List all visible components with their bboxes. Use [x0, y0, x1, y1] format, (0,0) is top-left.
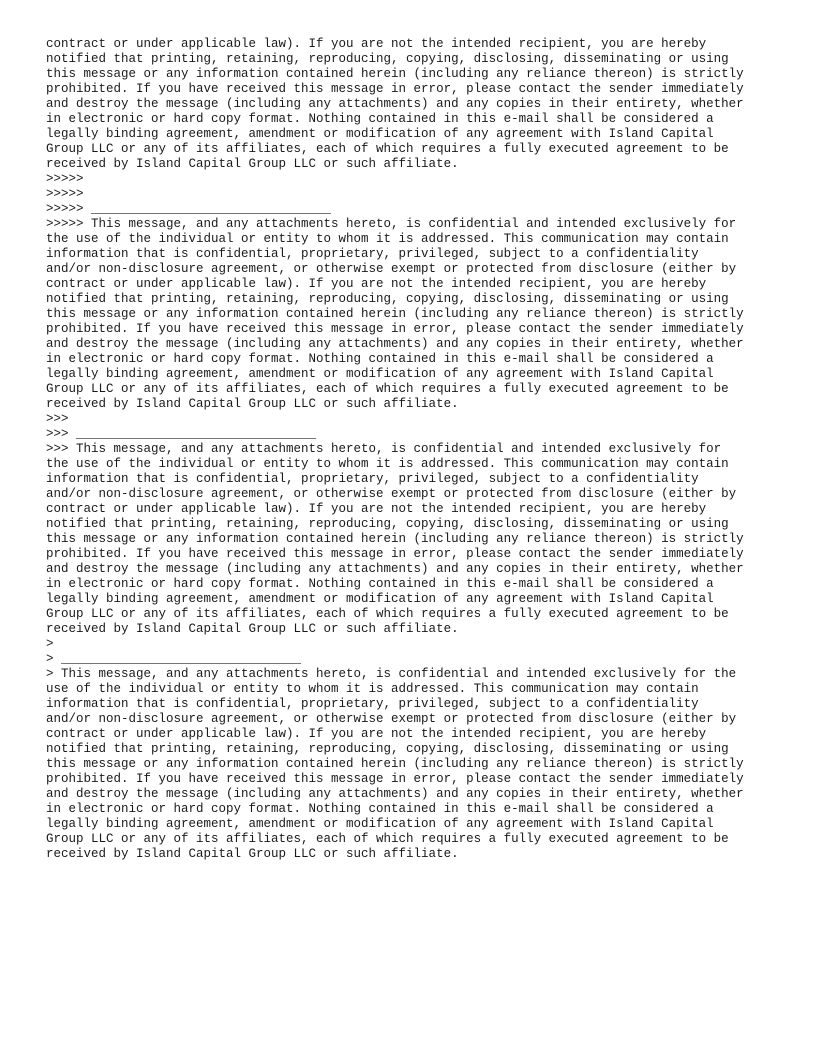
text-line: Group LLC or any of its affiliates, each of which requires a fully executed agreement to be	[46, 607, 729, 621]
text-line: information that is confidential, proprietary, privileged, subject to a confidentiality	[46, 697, 699, 711]
text-line: and destroy the message (including any attachments) and any copies in their entirety, whether	[46, 787, 744, 801]
text-line: the use of the individual or entity to whom it is addressed. This communication may contain	[46, 457, 729, 471]
text-line: >>>	[46, 412, 69, 426]
text-line: legally binding agreement, amendment or modification of any agreement with Island Capital	[46, 127, 714, 141]
text-line: contract or under applicable law). If you are not the intended recipient, you are hereby	[46, 727, 707, 741]
text-line: Group LLC or any of its affiliates, each of which requires a fully executed agreement to be	[46, 142, 729, 156]
text-line: in electronic or hard copy format. Nothing contained in this e-mail shall be considered a	[46, 352, 714, 366]
text-line: information that is confidential, proprietary, privileged, subject to a confidentiality	[46, 247, 699, 261]
text-line: in electronic or hard copy format. Nothing contained in this e-mail shall be considered a	[46, 112, 714, 126]
text-line: and/or non-disclosure agreement, or otherwise exempt or protected from disclosure (either by	[46, 262, 737, 276]
text-line: this message or any information contained herein (including any reliance thereon) is strictly	[46, 67, 744, 81]
text-line: > ________________________________	[46, 652, 302, 666]
text-line: in electronic or hard copy format. Nothing contained in this e-mail shall be considered a	[46, 577, 714, 591]
text-line: notified that printing, retaining, reproducing, copying, disclosing, disseminating or using	[46, 52, 729, 66]
text-line: this message or any information contained herein (including any reliance thereon) is strictly	[46, 757, 744, 771]
text-line: received by Island Capital Group LLC or such affiliate.	[46, 622, 459, 636]
text-line: notified that printing, retaining, reproducing, copying, disclosing, disseminating or using	[46, 517, 729, 531]
text-line: legally binding agreement, amendment or modification of any agreement with Island Capital	[46, 367, 714, 381]
text-line: the use of the individual or entity to whom it is addressed. This communication may contain	[46, 232, 729, 246]
text-line: >>> ________________________________	[46, 427, 317, 441]
text-line: >>>>> ________________________________	[46, 202, 332, 216]
text-line: contract or under applicable law). If you are not the intended recipient, you are hereby	[46, 502, 707, 516]
document-page	[46, 37, 786, 862]
text-line: this message or any information contained herein (including any reliance thereon) is strictly	[46, 307, 744, 321]
text-line: contract or under applicable law). If you are not the intended recipient, you are hereby	[46, 37, 707, 51]
text-line: contract or under applicable law). If you are not the intended recipient, you are hereby	[46, 277, 707, 291]
text-line: information that is confidential, proprietary, privileged, subject to a confidentiality	[46, 472, 699, 486]
text-line: received by Island Capital Group LLC or such affiliate.	[46, 397, 459, 411]
text-line: notified that printing, retaining, reproducing, copying, disclosing, disseminating or using	[46, 292, 729, 306]
text-line: > This message, and any attachments hereto, is confidential and intended exclusively for the	[46, 667, 737, 681]
text-line: prohibited. If you have received this message in error, please contact the sender immediately	[46, 772, 744, 786]
text-line: prohibited. If you have received this message in error, please contact the sender immediately	[46, 82, 744, 96]
text-line: and/or non-disclosure agreement, or otherwise exempt or protected from disclosure (either by	[46, 712, 737, 726]
text-line: this message or any information contained herein (including any reliance thereon) is strictly	[46, 532, 744, 546]
text-line: Group LLC or any of its affiliates, each of which requires a fully executed agreement to be	[46, 832, 729, 846]
text-line: legally binding agreement, amendment or modification of any agreement with Island Capital	[46, 592, 714, 606]
text-line: received by Island Capital Group LLC or such affiliate.	[46, 157, 459, 171]
text-line: and destroy the message (including any attachments) and any copies in their entirety, whether	[46, 337, 744, 351]
text-line: and destroy the message (including any attachments) and any copies in their entirety, whether	[46, 97, 744, 111]
text-line: legally binding agreement, amendment or modification of any agreement with Island Capital	[46, 817, 714, 831]
text-line: >>>>>	[46, 187, 84, 201]
text-line: Group LLC or any of its affiliates, each of which requires a fully executed agreement to be	[46, 382, 729, 396]
text-line: notified that printing, retaining, reproducing, copying, disclosing, disseminating or using	[46, 742, 729, 756]
text-line: prohibited. If you have received this message in error, please contact the sender immediately	[46, 322, 744, 336]
text-line: >>> This message, and any attachments hereto, is confidential and intended exclusively for	[46, 442, 722, 456]
text-line: and/or non-disclosure agreement, or otherwise exempt or protected from disclosure (either by	[46, 487, 737, 501]
text-line: and destroy the message (including any attachments) and any copies in their entirety, whether	[46, 562, 744, 576]
text-line: received by Island Capital Group LLC or such affiliate.	[46, 847, 459, 861]
text-line: in electronic or hard copy format. Nothing contained in this e-mail shall be considered a	[46, 802, 714, 816]
text-line: use of the individual or entity to whom it is addressed. This communication may contain	[46, 682, 699, 696]
text-line: >>>>>	[46, 172, 84, 186]
text-line: >	[46, 637, 54, 651]
text-line: prohibited. If you have received this message in error, please contact the sender immediately	[46, 547, 744, 561]
text-line: >>>>> This message, and any attachments hereto, is confidential and intended exclusively for	[46, 217, 737, 231]
